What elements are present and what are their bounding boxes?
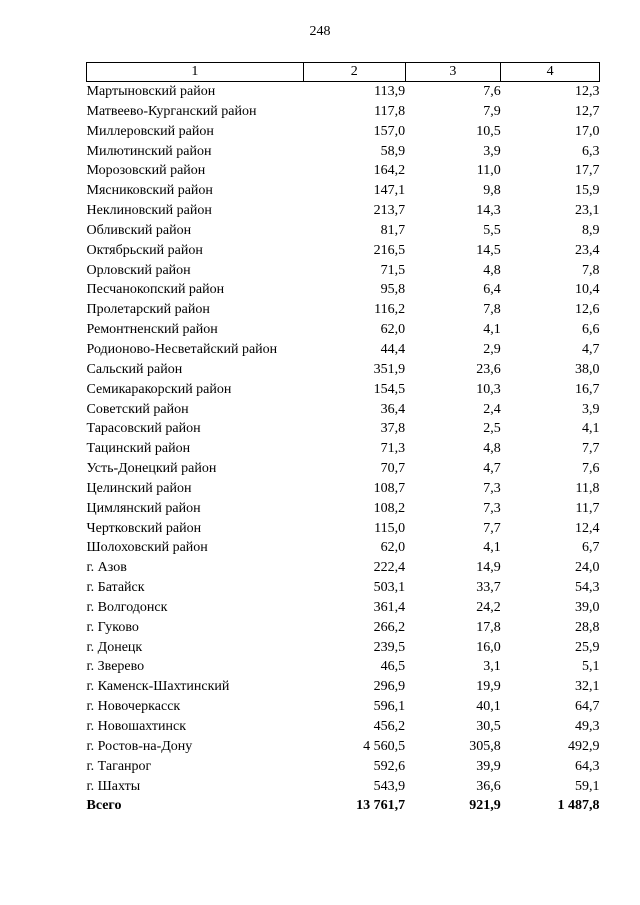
value-col-4-cell: 54,3: [575, 580, 600, 596]
table-row: [87, 380, 600, 400]
total-value-col-3-cell: 921,9: [469, 798, 501, 814]
value-col-2-cell: 62,0: [380, 540, 406, 556]
table-row: [87, 142, 600, 162]
value-col-4-cell: 23,4: [575, 242, 600, 258]
district-name-cell: Мясниковский район: [86, 183, 213, 199]
value-col-4-cell: 28,8: [575, 619, 600, 635]
value-col-2-cell: 503,1: [373, 580, 406, 596]
page-number: 248: [309, 24, 331, 39]
value-col-3-cell: 24,2: [476, 599, 501, 615]
value-col-3-cell: 305,8: [469, 738, 501, 754]
value-col-3-cell: 7,3: [483, 500, 501, 516]
value-col-2-cell: 117,8: [374, 103, 406, 119]
value-col-2-cell: 222,4: [373, 560, 406, 576]
value-col-4-cell: 11,7: [575, 500, 600, 516]
value-col-4-cell: 6,3: [582, 143, 600, 159]
value-col-4-cell: 64,3: [575, 758, 600, 774]
value-col-3-cell: 4,8: [483, 441, 501, 457]
table-row: [87, 558, 600, 578]
value-col-3-cell: 33,7: [476, 580, 501, 596]
value-col-2-cell: 351,9: [373, 361, 406, 377]
district-name-cell: Чертковский район: [86, 520, 202, 536]
value-col-3-cell: 11,0: [476, 163, 501, 179]
value-col-4-cell: 4,7: [582, 341, 600, 357]
table-row: [87, 777, 600, 797]
value-col-2-cell: 154,5: [373, 381, 406, 397]
total-district-name-cell: Всего: [86, 798, 122, 814]
value-col-4-cell: 64,7: [575, 699, 600, 715]
value-col-2-cell: 543,9: [373, 778, 406, 794]
value-col-3-cell: 14,5: [476, 242, 501, 258]
district-name-cell: г. Ростов-на-Дону: [86, 738, 193, 754]
data-table: [86, 62, 600, 816]
value-col-4-cell: 12,6: [575, 302, 600, 318]
district-name-cell: Советский район: [86, 401, 189, 417]
district-name-cell: г. Зверево: [86, 659, 145, 675]
district-name-cell: г. Таганрог: [86, 758, 152, 774]
district-name-cell: Мартыновский район: [86, 84, 216, 99]
value-col-3-cell: 3,9: [483, 143, 501, 159]
district-name-cell: г. Каменск-Шахтинский: [86, 679, 230, 695]
value-col-2-cell: 108,7: [373, 480, 406, 496]
value-col-4-cell: 12,7: [575, 103, 600, 119]
value-col-4-cell: 17,7: [575, 163, 600, 179]
district-name-cell: Песчанокопский район: [86, 282, 225, 298]
header-row: [87, 63, 600, 82]
value-col-4-cell: 5,1: [582, 659, 600, 675]
value-col-3-cell: 5,5: [483, 222, 501, 238]
table-row: [87, 300, 600, 320]
value-col-2-cell: 81,7: [380, 222, 406, 238]
value-col-2-cell: 37,8: [380, 421, 406, 437]
value-col-4-cell: 38,0: [575, 361, 600, 377]
district-name-cell: Морозовский район: [86, 163, 206, 179]
value-col-2-cell: 58,9: [380, 143, 406, 159]
value-col-2-cell: 296,9: [373, 679, 406, 695]
district-name-cell: Милютинский район: [86, 143, 212, 159]
total-row: [87, 796, 600, 816]
table-row: [87, 419, 600, 439]
value-col-2-cell: 108,2: [373, 500, 406, 516]
value-col-3-cell: 4,7: [483, 461, 501, 477]
value-col-2-cell: 46,5: [380, 659, 406, 675]
value-col-2-cell: 95,8: [380, 282, 406, 298]
table-row: [87, 538, 600, 558]
column-header-4: 4: [501, 63, 600, 82]
table-row: [87, 340, 600, 360]
table-row: [87, 618, 600, 638]
value-col-2-cell: 239,5: [373, 639, 406, 655]
value-col-3-cell: 30,5: [476, 719, 501, 734]
district-name-cell: Усть-Донецкий район: [86, 461, 217, 477]
table-body: [87, 82, 600, 817]
district-name-cell: Орловский район: [86, 262, 191, 278]
value-col-2-cell: 164,2: [373, 163, 406, 179]
district-name-cell: Октябрьский район: [86, 242, 203, 258]
value-col-4-cell: 7,7: [582, 441, 600, 457]
column-header-3: 3: [405, 63, 501, 82]
district-name-cell: г. Донецк: [86, 639, 143, 655]
table-row: [87, 201, 600, 221]
table-row: [87, 360, 600, 380]
value-col-4-cell: 49,3: [575, 719, 600, 734]
district-name-cell: Матвеево-Курганский район: [86, 103, 257, 119]
table-row: [87, 459, 600, 479]
value-col-2-cell: 62,0: [380, 322, 406, 338]
value-col-3-cell: 7,3: [483, 480, 501, 496]
value-col-3-cell: 4,1: [483, 322, 501, 338]
value-col-4-cell: 32,1: [575, 679, 600, 695]
table-row: [87, 280, 600, 300]
value-col-3-cell: 17,8: [476, 619, 501, 635]
table-row: [87, 221, 600, 241]
value-col-3-cell: 4,8: [483, 262, 501, 278]
table-row: [87, 161, 600, 181]
table-row: [87, 102, 600, 122]
value-col-4-cell: 59,1: [575, 778, 600, 794]
total-value-col-2-cell: 13 761,7: [356, 798, 406, 814]
value-col-3-cell: 3,1: [483, 659, 501, 675]
table-row: [87, 122, 600, 142]
district-name-cell: Целинский район: [86, 480, 192, 496]
value-col-2-cell: 71,3: [380, 441, 406, 457]
table-row: [87, 697, 600, 717]
district-name-cell: Шолоховский район: [86, 540, 208, 556]
district-name-cell: Миллеровский район: [86, 123, 214, 139]
district-name-cell: Родионово-Несветайский район: [86, 341, 278, 357]
value-col-4-cell: 17,0: [575, 123, 600, 139]
district-name-cell: Ремонтненский район: [86, 322, 218, 338]
value-col-4-cell: 16,7: [575, 381, 600, 397]
table-row: [87, 499, 600, 519]
value-col-4-cell: 4,1: [582, 421, 600, 437]
column-header-1: 1: [87, 63, 304, 82]
table-row: [87, 400, 600, 420]
value-col-2-cell: 596,1: [373, 699, 406, 715]
table-row: [87, 82, 600, 102]
district-name-cell: г. Шахты: [86, 778, 141, 794]
value-col-4-cell: 39,0: [575, 599, 600, 615]
value-col-2-cell: 216,5: [373, 242, 406, 258]
table-row: [87, 261, 600, 281]
table-row: [87, 241, 600, 261]
table-row: [87, 677, 600, 697]
value-col-4-cell: 6,7: [582, 540, 600, 556]
value-col-3-cell: 14,9: [476, 560, 501, 576]
district-name-cell: г. Батайск: [86, 580, 145, 596]
value-col-3-cell: 2,9: [483, 341, 501, 357]
value-col-3-cell: 2,4: [483, 401, 501, 417]
value-col-3-cell: 4,1: [483, 540, 501, 556]
value-col-3-cell: 7,7: [483, 520, 501, 536]
value-col-4-cell: 23,1: [575, 203, 600, 219]
value-col-3-cell: 19,9: [476, 679, 501, 695]
value-col-4-cell: 24,0: [575, 560, 600, 576]
column-header-2: 2: [303, 63, 405, 82]
district-name-cell: г. Гуково: [86, 619, 139, 635]
value-col-3-cell: 7,6: [483, 84, 501, 99]
district-name-cell: Неклиновский район: [86, 203, 212, 219]
district-name-cell: Пролетарский район: [86, 302, 210, 318]
value-col-3-cell: 16,0: [476, 639, 501, 655]
table-row: [87, 439, 600, 459]
value-col-2-cell: 116,2: [374, 302, 406, 318]
district-name-cell: Тарасовский район: [86, 421, 201, 437]
district-name-cell: г. Азов: [86, 560, 127, 576]
district-name-cell: г. Волгодонск: [86, 599, 168, 615]
district-name-cell: Тацинский район: [86, 441, 191, 457]
value-col-2-cell: 70,7: [380, 461, 406, 477]
value-col-3-cell: 10,5: [476, 123, 501, 139]
district-name-cell: Обливский район: [86, 222, 192, 238]
value-col-4-cell: 25,9: [575, 639, 600, 655]
value-col-3-cell: 40,1: [476, 699, 501, 715]
district-name-cell: Сальский район: [86, 361, 183, 377]
total-value-col-4-cell: 1 487,8: [557, 798, 600, 814]
value-col-2-cell: 456,2: [373, 719, 406, 734]
value-col-3-cell: 39,9: [476, 758, 501, 774]
value-col-3-cell: 14,3: [476, 203, 501, 219]
value-col-4-cell: 11,8: [575, 480, 600, 496]
value-col-2-cell: 36,4: [380, 401, 406, 417]
value-col-2-cell: 213,7: [373, 203, 406, 219]
table-row: [87, 519, 600, 539]
value-col-3-cell: 2,5: [483, 421, 501, 437]
value-col-2-cell: 157,0: [373, 123, 406, 139]
table-row: [87, 737, 600, 757]
value-col-4-cell: 12,4: [575, 520, 600, 536]
value-col-2-cell: 147,1: [373, 183, 406, 199]
value-col-4-cell: 7,6: [582, 461, 600, 477]
district-name-cell: г. Новочеркасск: [86, 699, 181, 715]
value-col-4-cell: 7,8: [582, 262, 600, 278]
table-row: [87, 320, 600, 340]
table-row: [87, 578, 600, 598]
value-col-2-cell: 71,5: [380, 262, 406, 278]
table-row: [87, 479, 600, 499]
value-col-4-cell: 492,9: [568, 738, 600, 754]
value-col-2-cell: 44,4: [380, 341, 406, 357]
district-name-cell: Цимлянский район: [86, 500, 201, 516]
table-row: [87, 181, 600, 201]
value-col-2-cell: 4 560,5: [363, 738, 406, 754]
value-col-3-cell: 6,4: [483, 282, 501, 298]
value-col-2-cell: 592,6: [373, 758, 406, 774]
value-col-4-cell: 3,9: [582, 401, 600, 417]
table-row: [87, 598, 600, 618]
district-name-cell: Семикаракорский район: [86, 381, 232, 397]
value-col-2-cell: 266,2: [373, 619, 406, 635]
value-col-3-cell: 23,6: [476, 361, 501, 377]
table-row: [87, 638, 600, 658]
district-name-cell: г. Новошахтинск: [86, 719, 187, 734]
value-col-4-cell: 6,6: [582, 322, 600, 338]
value-col-3-cell: 10,3: [476, 381, 501, 397]
value-col-3-cell: 9,8: [483, 183, 501, 199]
value-col-2-cell: 113,9: [374, 84, 406, 99]
value-col-4-cell: 15,9: [575, 183, 600, 199]
table-row: [87, 757, 600, 777]
table-row: [87, 717, 600, 737]
value-col-4-cell: 12,3: [575, 84, 600, 99]
value-col-3-cell: 36,6: [476, 778, 501, 794]
value-col-2-cell: 361,4: [373, 599, 406, 615]
value-col-2-cell: 115,0: [374, 520, 406, 536]
table-row: [87, 657, 600, 677]
value-col-3-cell: 7,8: [483, 302, 501, 318]
value-col-4-cell: 8,9: [582, 222, 600, 238]
value-col-3-cell: 7,9: [483, 103, 501, 119]
value-col-4-cell: 10,4: [575, 282, 600, 298]
